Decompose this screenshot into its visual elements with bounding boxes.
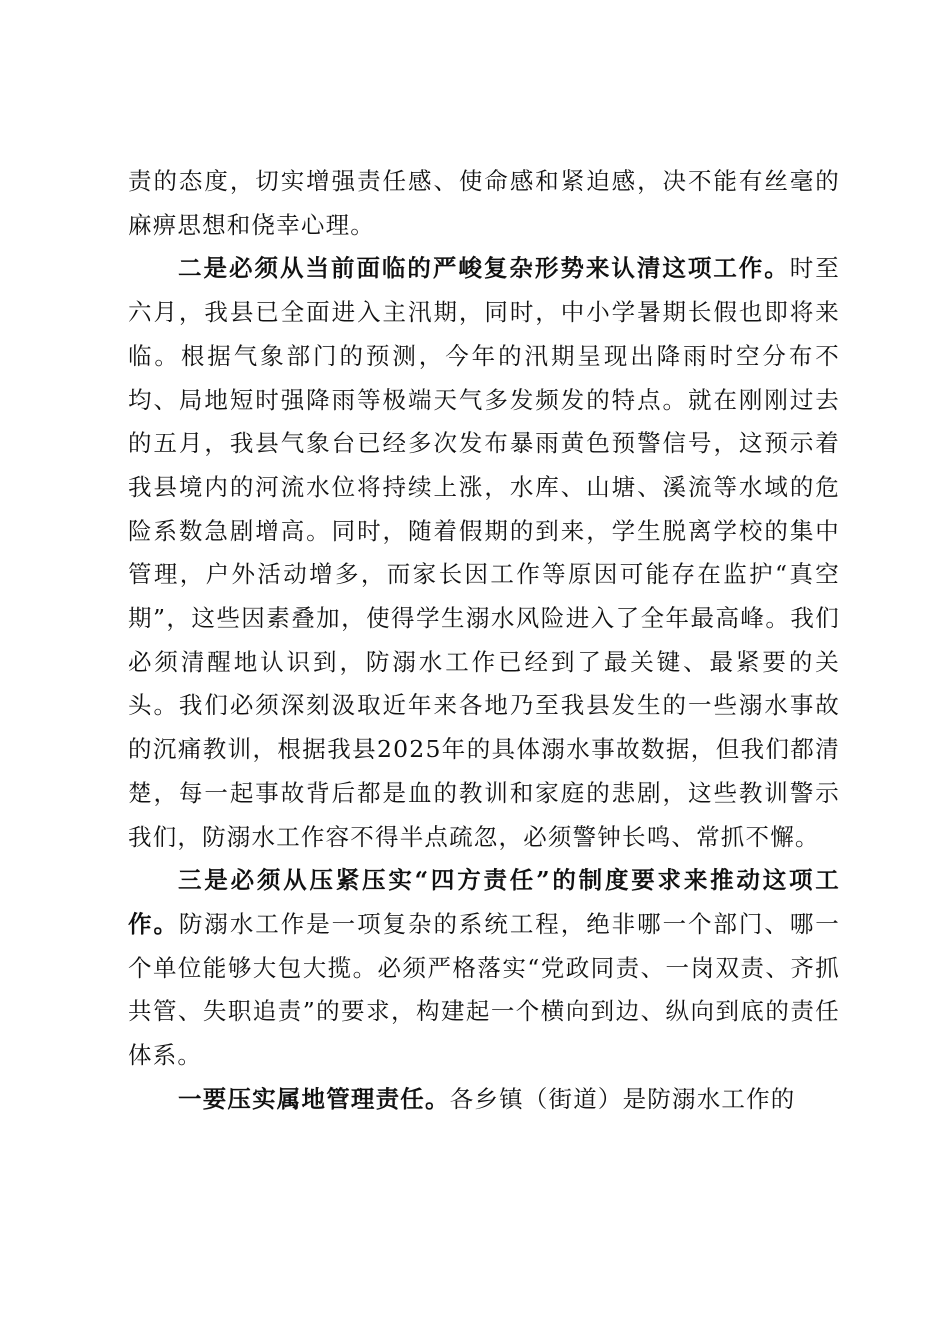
paragraph-subpoint-one: [128, 1078, 840, 1122]
document-body: [128, 160, 840, 1121]
paragraph-point-three: [128, 859, 840, 1078]
paragraph-point-two: [128, 247, 840, 859]
paragraph-continuation: [128, 160, 840, 247]
paragraph-lead: 三是必须从压紧压实“四方责任”的制度要求来推动这项工作。: [128, 866, 840, 938]
paragraph-text: 时至六月，我县已全面进入主汛期，同时，中小学暑期长假也即将来临。根据气象部门的预测，今年的汛期呈现出降雨时空分布不均、局地短时强降雨等极端天气多发频发的特点。就在刚刚过去的五月，我县气象台已经多次发布暴雨黄色预警信号，这预示着我县境内的河流水位将持续上涨，水库、山塘、溪流等水域的危险系数急剧增高。同时，随着假期的到来，学生脱离学校的集中管理，户外活动增多，而家长因工作等原因可能存在监护“真空期”，这些因素叠加，使得学生溺水风险进入了全年最高峰。我们必须清醒地认识到，防溺水工作已经到了最关键、最紧要的关头。我们必须深刻汲取近年来各地乃至我县发生的一些溺水事故的沉痛教训，根据我县2025年的具体溺水事故数据，但我们都清楚，每一起事故背后都是血的教训和家庭的悲剧，这些教训警示我们，防溺水工作容不得半点疏忽，必须警钟长鸣、常抓不懈。: [128, 254, 840, 851]
paragraph-text: 防溺水工作是一项复杂的系统工程，绝非哪一个部门、哪一个单位能够大包大揽。必须严格落实“党政同责、一岗双责、齐抓共管、失职追责”的要求，构建起一个横向到边、纵向到底的责任体系。: [128, 909, 841, 1070]
paragraph-lead: 一要压实属地管理责任。: [178, 1084, 450, 1113]
paragraph-text: 责的态度，切实增强责任感、使命感和紧迫感，决不能有丝毫的麻痹思想和侥幸心理。: [128, 167, 840, 239]
paragraph-text: 各乡镇（街道）是防溺水工作的: [449, 1084, 796, 1113]
paragraph-lead: 二是必须从当前面临的严峻复杂形势来认清这项工作。: [178, 254, 790, 283]
